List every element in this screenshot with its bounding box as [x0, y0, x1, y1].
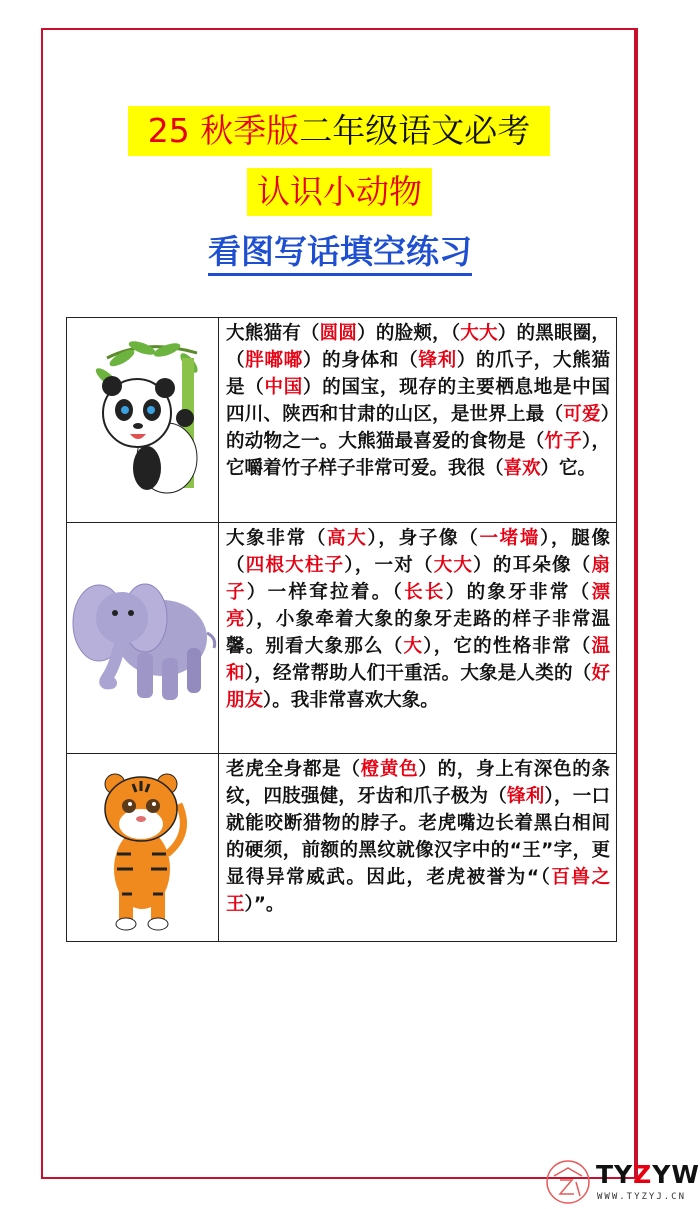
elephant-icon	[67, 523, 218, 749]
panda-cell	[67, 318, 219, 523]
panda-text	[219, 318, 617, 523]
prompt-text: ）的动物之一。大熊猫最喜爱的食物是（	[226, 404, 610, 452]
answer-text: 四根大柱子	[245, 555, 345, 576]
subtitle-text: 看图写话填空练习	[208, 232, 472, 276]
tiger-cell	[67, 754, 219, 942]
table-row	[67, 523, 617, 754]
prompt-text: ），它嚼着竹子样子非常可爱。我很（	[226, 431, 610, 479]
prompt-text: ）的脸颊，（	[357, 323, 461, 344]
answer-text: 中国	[264, 377, 303, 398]
prompt-text: ）的身体和（	[302, 350, 419, 371]
title-line-1	[128, 106, 550, 156]
prompt-text: ）的象牙非常（	[445, 582, 592, 603]
prompt-text: ）的国宝，现存的主要栖息地是中国四川、陕西和甘肃的山区，是世界上最（	[226, 377, 610, 425]
prompt-text: ）一样耷拉着。（	[246, 582, 405, 603]
brand-part: YW	[652, 1160, 700, 1189]
prompt-text: ），一对（	[344, 555, 434, 576]
answer-text: 锋利	[418, 350, 457, 371]
prompt-text: ），身子像（	[367, 528, 480, 549]
prompt-text: ）的黑眼圈，（	[226, 323, 610, 371]
brand-part: Z	[633, 1160, 653, 1189]
answer-text: 高大	[327, 528, 368, 549]
prompt-text: ），一口就能咬断猎物的脖子。老虎嘴边长着黑白相间的硬须，前额的黑纹就像汉字中的“王”字，更显得异常威武。因此，老虎被誉为“（	[226, 786, 610, 888]
answer-text: 百兽之王	[226, 867, 610, 915]
answer-text: 喜欢	[503, 458, 541, 479]
answer-text: 圆圆	[319, 323, 358, 344]
answer-text: 大大	[460, 323, 498, 344]
title-subject: 二年级语文必考	[299, 111, 531, 150]
prompt-text: ），腿像（	[226, 528, 610, 576]
answer-text: 胖嘟嘟	[245, 350, 303, 371]
answer-text: 橙黄色	[360, 759, 419, 780]
page-border-line	[636, 28, 638, 1183]
title-line-2: 认识小动物	[247, 168, 432, 216]
prompt-text: 大熊猫有（	[226, 323, 320, 344]
answer-text: 漂亮	[226, 582, 610, 630]
tiger-text	[219, 754, 617, 942]
answer-text: 温和	[226, 636, 610, 684]
brand-part: TY	[596, 1160, 634, 1189]
answer-text: 好朋友	[226, 663, 610, 711]
table-row	[67, 754, 617, 942]
prompt-text: 老虎全身都是（	[226, 759, 361, 780]
prompt-text: ），小象牵着大象的象牙走路的样子非常温馨。别看大象那么（	[226, 609, 610, 657]
prompt-text: ）的，身上有深色的条纹，四肢强健，牙齿和爪子极为（	[226, 759, 610, 807]
tiger-icon	[67, 754, 218, 937]
prompt-text: ）的爪子，大熊猫是（	[226, 350, 610, 398]
answer-text: 大大	[433, 555, 474, 576]
prompt-text: ）。我非常喜欢大象。	[263, 690, 439, 711]
answer-text: 锋利	[507, 786, 545, 807]
table-row	[67, 318, 617, 523]
answer-text: 可爱	[563, 404, 601, 425]
prompt-text: ），它的性格非常（	[423, 636, 592, 657]
subtitle	[0, 226, 680, 273]
watermark-url: WWW.TYZYJ.CN	[597, 1192, 687, 1202]
watermark-logo-icon	[544, 1158, 596, 1206]
prompt-text: ）它。	[540, 458, 597, 479]
title-edition: 25 秋季版	[147, 111, 300, 150]
answer-text: 大	[403, 636, 424, 657]
prompt-text: ）的耳朵像（	[473, 555, 592, 576]
elephant-cell	[67, 523, 219, 754]
prompt-text: 大象非常（	[226, 528, 328, 549]
prompt-text: ）”。	[244, 894, 285, 915]
answer-text: 竹子	[544, 431, 582, 452]
answer-text: 扇子	[226, 555, 610, 603]
watermark-brand	[596, 1160, 700, 1189]
elephant-text	[219, 523, 617, 754]
answer-text: 长长	[404, 582, 446, 603]
exercise-table	[66, 317, 617, 942]
panda-icon	[67, 318, 218, 518]
prompt-text: ），经常帮助人们干重活。大象是人类的（	[244, 663, 592, 684]
answer-text: 一堵墙	[479, 528, 541, 549]
